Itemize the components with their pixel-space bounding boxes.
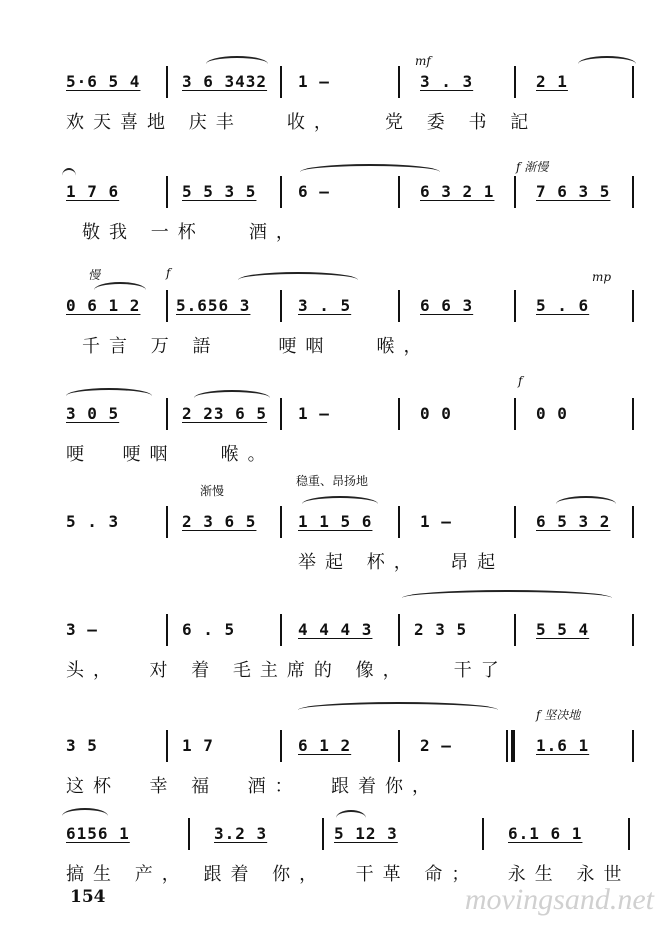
dynamic-mark: f (518, 374, 523, 388)
measure-notes: 5 . 6 (536, 296, 590, 315)
measure-notes: 1 – (420, 512, 452, 531)
barline (166, 290, 168, 322)
measure-notes: 1 – (298, 404, 330, 423)
measure-notes: 2 3 6 5 (182, 512, 257, 531)
slur (66, 388, 152, 404)
measure-notes: 4 4 4 3 (298, 620, 373, 639)
notation-row (58, 182, 638, 208)
barline (632, 176, 634, 208)
barline (398, 290, 400, 322)
measure-notes: 1 – (298, 72, 330, 91)
barline (166, 730, 168, 762)
measure-notes: 5 . 3 (66, 512, 120, 531)
measure-notes: 3.2 3 (214, 824, 268, 843)
slur (300, 164, 440, 180)
lyric-line: 头， 对 着 毛主席的 像， 干了 (66, 660, 508, 681)
measure-notes: 1 1 5 6 (298, 512, 373, 531)
barline (280, 398, 282, 430)
barline (280, 730, 282, 762)
measure-notes: 6156 1 (66, 824, 130, 843)
measure-notes: 1 7 (182, 736, 214, 755)
barline (398, 398, 400, 430)
notation-row (58, 296, 638, 322)
barline (166, 614, 168, 646)
measure-notes: 5 12 3 (334, 824, 398, 843)
lyric-row (58, 332, 638, 358)
measure-notes: 0 0 (420, 404, 452, 423)
expression-mark: 稳重、昂扬地 (296, 474, 369, 488)
expression-mark: f 坚决地 (536, 708, 581, 722)
score-system (58, 54, 638, 142)
measure-notes: 6 3 2 1 (420, 182, 495, 201)
measure-notes: 3 5 (66, 736, 98, 755)
barline (166, 506, 168, 538)
barline (482, 818, 484, 850)
barline (188, 818, 190, 850)
slur (62, 808, 108, 824)
measure-notes: 0 6 1 2 (66, 296, 141, 315)
measure-notes: 3 . 5 (298, 296, 352, 315)
notation-row (58, 512, 638, 538)
barline (166, 398, 168, 430)
slur (402, 590, 612, 606)
lyric-line: 举起 杯， 昂起 (298, 552, 505, 573)
barline (628, 818, 630, 850)
barline (280, 506, 282, 538)
measure-notes: 0 0 (536, 404, 568, 423)
barline (398, 66, 400, 98)
lyric-row (58, 218, 638, 244)
score-system (58, 708, 638, 806)
barline (632, 730, 634, 762)
measure-notes: 6 5 3 2 (536, 512, 611, 531)
barline (166, 66, 168, 98)
dynamic-mark: f (166, 266, 171, 280)
notation-row (58, 404, 638, 430)
measure-notes: 6 . 5 (182, 620, 236, 639)
slur (206, 56, 268, 72)
score-system (58, 620, 638, 690)
slur (556, 496, 616, 512)
lyric-row (58, 108, 638, 134)
barline (398, 506, 400, 538)
measure-notes: 6 – (298, 182, 330, 201)
measure-notes: 6 6 3 (420, 296, 474, 315)
lyric-line: 搞生 产， 跟着 你， 干革 命； 永生 永世 (66, 864, 631, 885)
lyric-line: 敬我 一杯 酒， (82, 222, 303, 243)
measure-notes: 5.656 3 (176, 296, 251, 315)
slur (578, 56, 636, 72)
barline (632, 66, 634, 98)
notation-row (58, 72, 638, 98)
barline (514, 398, 516, 430)
barline (632, 506, 634, 538)
barline (632, 614, 634, 646)
lyric-line: 这杯 幸 福 酒： 跟着你， (66, 776, 440, 797)
slur (298, 702, 498, 718)
barline (322, 818, 324, 850)
measure-notes: 6.1 6 1 (508, 824, 583, 843)
measure-notes: 5 5 4 (536, 620, 590, 639)
score-system (58, 374, 638, 474)
lyric-line: 千言 万 語 哽咽 喉， (82, 336, 431, 357)
notation-row (58, 824, 638, 850)
barline (398, 614, 400, 646)
score-system (58, 474, 638, 582)
measure-notes: 1.6 1 (536, 736, 590, 755)
barline (280, 290, 282, 322)
lyric-row (58, 656, 638, 682)
lyric-row (58, 440, 638, 466)
barline (514, 176, 516, 208)
lyric-line: 欢天喜地 庆丰 收， 党 委 书 記 (66, 112, 538, 133)
barline (280, 176, 282, 208)
tempo-mark: 渐慢 (200, 484, 225, 498)
barline (632, 290, 634, 322)
barline (166, 176, 168, 208)
measure-notes: 2 – (420, 736, 452, 755)
measure-notes: 2 23 6 5 (182, 404, 268, 423)
score-system (58, 266, 638, 366)
lyric-row (58, 772, 638, 798)
notation-row (58, 620, 638, 646)
barline (280, 614, 282, 646)
barline (514, 290, 516, 322)
score-system (58, 160, 638, 252)
watermark: movingsand.net (464, 883, 654, 916)
notation-row (58, 736, 638, 762)
slur (238, 272, 358, 288)
barline (280, 66, 282, 98)
slur (302, 496, 378, 512)
dynamic-mark: mp (592, 270, 612, 284)
barline (514, 66, 516, 98)
measure-notes: 5·6 5 4 (66, 72, 141, 91)
repeat-barline (506, 730, 508, 762)
measure-notes: 3 – (66, 620, 98, 639)
measure-notes: 3 6 3432 (182, 72, 268, 91)
measure-notes: 1 7 6 (66, 182, 120, 201)
barline (514, 506, 516, 538)
page-number: 154 (70, 887, 106, 907)
lyric-line: 哽 哽咽 喉。 (66, 444, 275, 465)
measure-notes: 3 0 5 (66, 404, 120, 423)
measure-notes: 2 3 5 (414, 620, 468, 639)
dynamic-mark: f 渐慢 (516, 160, 549, 174)
barline (514, 614, 516, 646)
measure-notes: 3 . 3 (420, 72, 474, 91)
barline (398, 730, 400, 762)
barline (398, 176, 400, 208)
measure-notes: 5 5 3 5 (182, 182, 257, 201)
lyric-row (58, 548, 638, 574)
barline (632, 398, 634, 430)
measure-notes: 7 6 3 5 (536, 182, 611, 201)
dynamic-mark: mf (415, 54, 431, 68)
measure-notes: 2 1 (536, 72, 568, 91)
measure-notes: 6 1 2 (298, 736, 352, 755)
tempo-mark: 慢 (88, 268, 101, 282)
